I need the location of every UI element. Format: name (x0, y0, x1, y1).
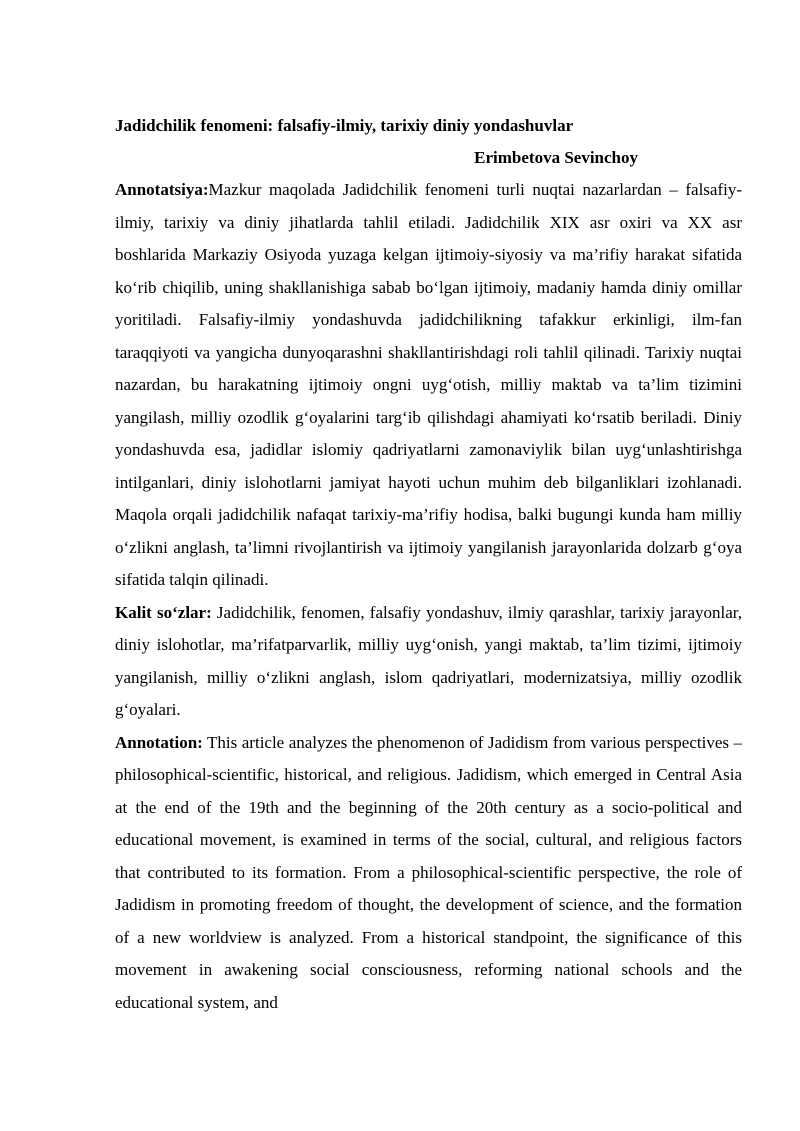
keywords-paragraph (115, 597, 742, 727)
author-name: Erimbetova Sevinchoy (474, 148, 638, 167)
annotatsiya-paragraph (115, 174, 742, 597)
annotatsiya-text: Mazkur maqolada Jadidchilik fenomeni turli nuqtai nazarlardan – falsafiy-ilmiy, tarixiy va diniy jihatlarda tahlil etiladi. Jadidchilik XIX asr oxiri va XX asr boshlarida Markaziy Osiyoda yuzaga kelgan ijtimoiy-siyosiy va ma’rifiy harakat sifatida ko‘rib chiqilib, uning shakllanishiga sabab bo‘lgan ijtimoiy, madaniy hamda diniy omillar yoritiladi. Falsafiy-ilmiy yondashuvda jadidchilikning tafakkur erkinligi, ilm-fan taraqqiyoti va yangicha dunyoqarashni shakllantirishdagi roli tahlil qilinadi. Tarixiy nuqtai nazardan, bu harakatning ijtimoiy ongni uyg‘otish, milliy maktab va ta’lim tizimini yangilash, milliy ozodlik g‘oyalarini targ‘ib qilishdagi ahamiyati ko‘rsatib beriladi. Diniy yondashuvda esa, jadidlar islomiy qadriyatlarni zamonaviylik bilan uyg‘unlashtirishga intilganlari, diniy islohotlarni jamiyat hayoti uchun muhim deb bilganliklari izohlanadi. Maqola orqali jadidchilik nafaqat tarixiy-ma’rifiy hodisa, balki bugungi kunda ham milliy o‘zlikni anglash, ta’limni rivojlantirish va ijtimoiy yangilanish jarayonlarida dolzarb g‘oya sifatida talqin qilinadi. (115, 180, 742, 589)
annotation-label: Annotation: (115, 732, 203, 752)
keywords-text: Jadidchilik, fenomen, falsafiy yondashuv, ilmiy qarashlar, tarixiy jarayonlar, diniy islohotlar, ma’rifatparvarlik, milliy uyg‘onish, yangi maktab, ta’lim tizimi, ijtimoiy yangilanish, milliy o‘zlikni anglash, islom qadriyatlari, modernizatsiya, milliy ozodlik g‘oyalari. (115, 602, 742, 719)
article-title: Jadidchilik fenomeni: falsafiy-ilmiy, tarixiy diniy yondashuvlar (115, 116, 574, 135)
keywords-label: Kalit so‘zlar: (115, 602, 212, 622)
document-page (115, 110, 742, 1019)
annotatsiya-label: Annotatsiya: (115, 180, 209, 199)
annotation-paragraph (115, 727, 742, 1020)
annotation-text: This article analyzes the phenomenon of Jadidism from various perspectives – philosophical-scientific, historical, and religious. Jadidism, which emerged in Central Asia at the end of the 19th and the beginning of the 20th century as a socio-political and educational movement, is examined in terms of the social, cultural, and religious factors that contributed to its formation. From a philosophical-scientific perspective, the role of Jadidism in promoting freedom of thought, the development of science, and the formation of a new worldview is analyzed. From a historical standpoint, the significance of this movement in awakening social consciousness, reforming national schools and the educational system, and (115, 732, 742, 1012)
